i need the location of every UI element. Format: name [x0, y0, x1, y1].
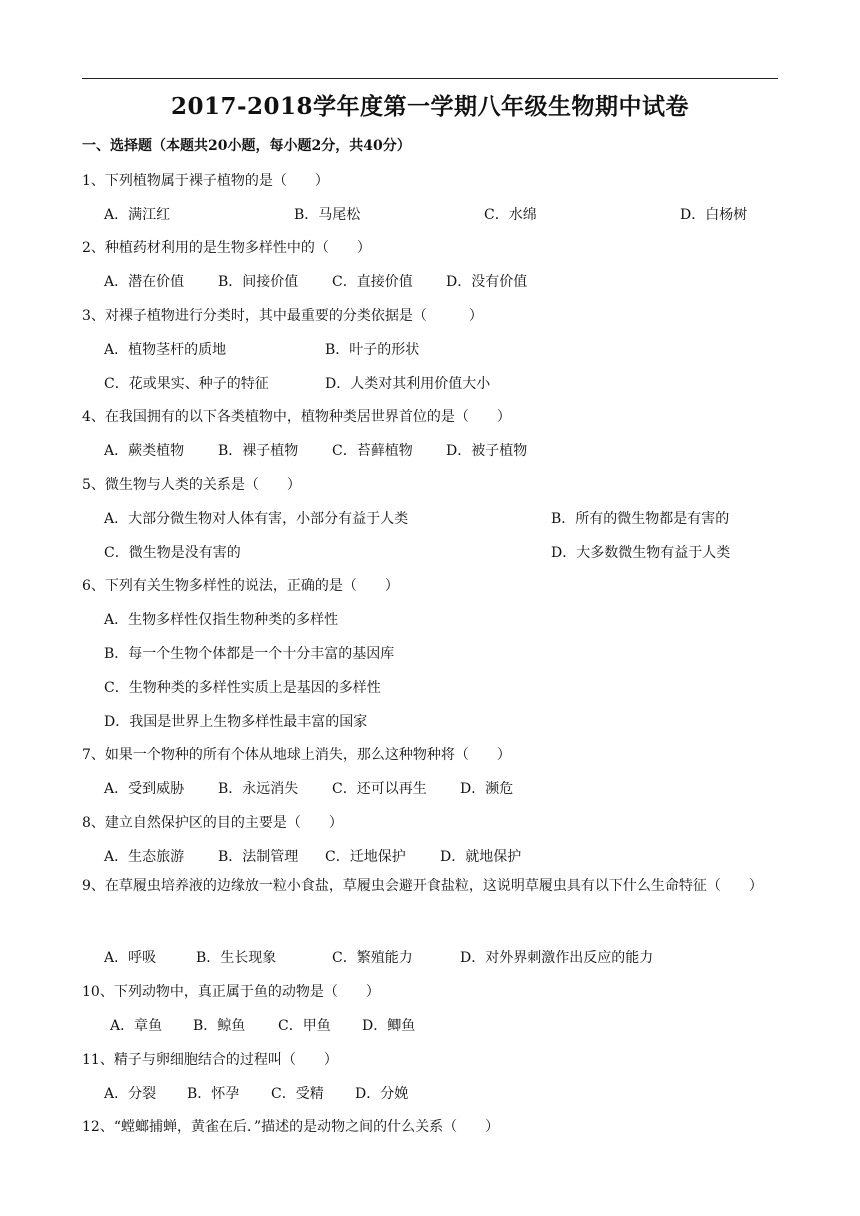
question-6-option-a: A．生物多样性仅指生物种类的多样性 [104, 612, 339, 628]
question-8-option-d: D．就地保护 [440, 849, 522, 865]
question-2-option-d: D．没有价值 [446, 274, 528, 290]
question-4-option-d: D．被子植物 [446, 443, 528, 459]
question-5-option-a: A．大部分微生物对人体有害，小部分有益于人类 [104, 511, 409, 527]
question-5-option-c: C．微生物是没有害的 [104, 545, 241, 561]
question-11-option-d: D．分娩 [355, 1086, 409, 1102]
question-7-option-a: A．受到威胁 [104, 781, 185, 797]
question-1-option-a: A．满江红 [104, 207, 171, 223]
question-5-option-d: D．大多数微生物有益于人类 [551, 545, 731, 561]
question-4-option-c: C．苔藓植物 [332, 443, 413, 459]
question-4-option-a: A．蕨类植物 [104, 443, 185, 459]
question-3-option-b: B．叶子的形状 [325, 342, 420, 358]
question-6-stem: 6、下列有关生物多样性的说法，正确的是（ ） [82, 578, 399, 594]
question-2-option-a: A．潜在价值 [104, 274, 185, 290]
question-3-stem: 3、对裸子植物进行分类时，其中最重要的分类依据是（ ） [82, 308, 483, 324]
question-6-option-c: C．生物种类的多样性实质上是基因的多样性 [104, 680, 381, 696]
question-7-option-c: C．还可以再生 [332, 781, 427, 797]
question-11-option-c: C．受精 [271, 1086, 324, 1102]
question-11-option-b: B．怀孕 [187, 1086, 240, 1102]
question-1-option-c: C．水绵 [484, 207, 537, 223]
question-11-option-a: A．分裂 [104, 1086, 157, 1102]
question-4-option-b: B．裸子植物 [218, 443, 299, 459]
question-10-option-b: B．鲸鱼 [193, 1018, 246, 1034]
question-7-option-d: D．濒危 [460, 781, 514, 797]
question-1-stem: 1、下列植物属于裸子植物的是（ ） [82, 173, 329, 189]
question-3-option-a: A．植物茎杆的质地 [104, 342, 227, 358]
question-11-stem: 11、精子与卵细胞结合的过程叫（ ） [82, 1052, 338, 1068]
question-6-option-b: B．每一个生物个体都是一个十分丰富的基因库 [104, 646, 395, 662]
question-10-stem: 10、下列动物中，真正属于鱼的动物是（ ） [82, 984, 380, 1000]
question-9-option-d: D．对外界刺激作出反应的能力 [460, 950, 654, 966]
question-1-option-b: B．马尾松 [294, 207, 361, 223]
question-4-stem: 4、在我国拥有的以下各类植物中，植物种类居世界首位的是（ ） [82, 409, 511, 425]
question-10-option-a: A．章鱼 [110, 1018, 163, 1034]
question-10-option-c: C．甲鱼 [278, 1018, 331, 1034]
question-3-option-c: C．花或果实、种子的特征 [104, 376, 269, 392]
question-8-option-c: C．迁地保护 [325, 849, 406, 865]
question-8-option-b: B．法制管理 [218, 849, 299, 865]
question-8-option-a: A．生态旅游 [104, 849, 185, 865]
question-2-option-b: B．间接价值 [218, 274, 299, 290]
question-9-option-c: C．繁殖能力 [332, 950, 413, 966]
question-9-option-b: B．生长现象 [196, 950, 277, 966]
question-5-stem: 5、微生物与人类的关系是（ ） [82, 477, 301, 493]
question-1-option-d: D．白杨树 [680, 207, 748, 223]
question-10-option-d: D．鲫鱼 [362, 1018, 416, 1034]
page-title: 2017-2018学年度第一学期八年级生物期中试卷 [170, 93, 690, 120]
header-rule [82, 78, 778, 79]
question-7-stem: 7、如果一个物种的所有个体从地球上消失，那么这种物种将（ ） [82, 747, 511, 763]
question-9-option-a: A．呼吸 [104, 950, 157, 966]
question-3-option-d: D．人类对其利用价值大小 [325, 376, 491, 392]
question-2-option-c: C．直接价值 [332, 274, 413, 290]
section-heading: 一、选择题（本题共20小题，每小题2分，共40分） [82, 138, 411, 154]
question-2-stem: 2、种植药材利用的是生物多样性中的（ ） [82, 240, 371, 256]
question-5-option-b: B．所有的微生物都是有害的 [551, 511, 730, 527]
question-6-option-d: D．我国是世界上生物多样性最丰富的国家 [104, 714, 368, 730]
question-9-stem: 9、在草履虫培养液的边缘放一粒小食盐，草履虫会避开食盐粒，这说明草履虫具有以下什么生命特征（ ） [82, 878, 763, 894]
question-12-stem: 12、“螳螂捕蝉，黄雀在后．”描述的是动物之间的什么关系（ ） [82, 1119, 500, 1135]
question-8-stem: 8、建立自然保护区的目的主要是（ ） [82, 815, 343, 831]
question-7-option-b: B．永远消失 [218, 781, 299, 797]
